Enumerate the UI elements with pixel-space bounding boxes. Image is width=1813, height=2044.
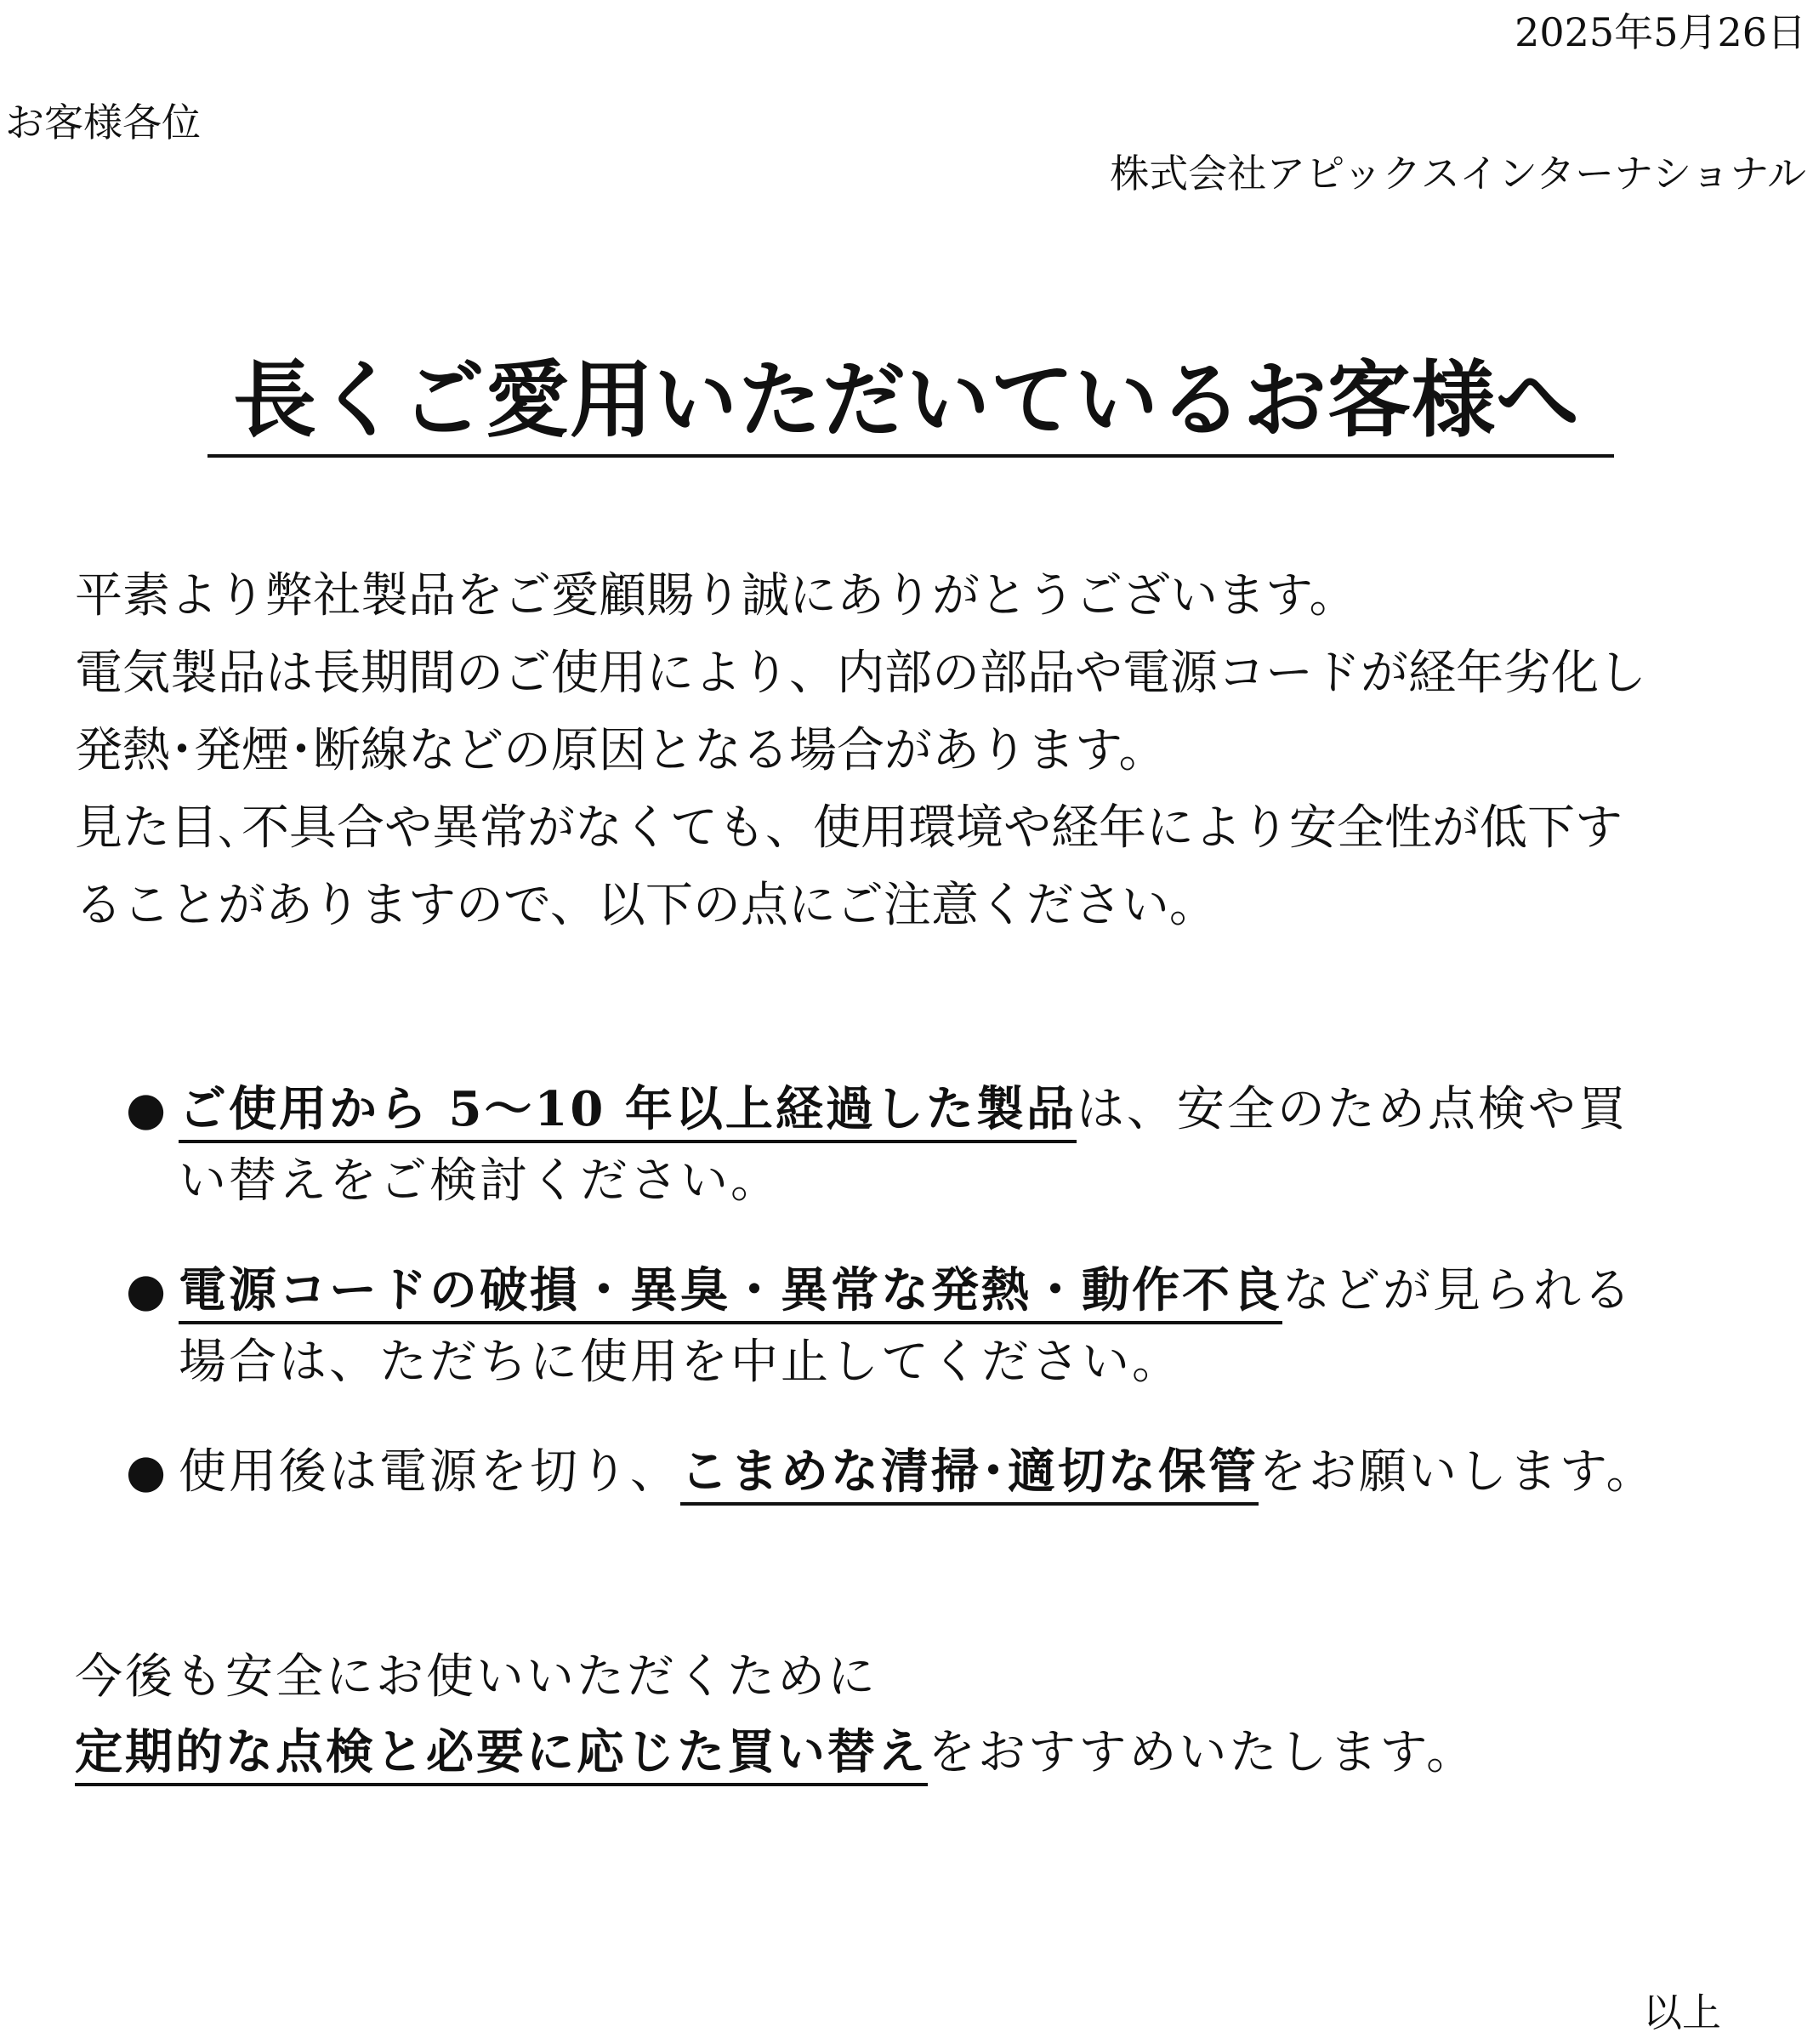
- document-title: 長くご愛用いただいているお客様へ: [232, 351, 1580, 449]
- closing-line: 今後も安全にお使いいただくために: [75, 1649, 878, 1705]
- intro-line: 電気製品は長期間のご使用により、内部の部品や電源コードが経年劣化し: [75, 646, 1646, 701]
- emphasis-text: 電源コードの破損・異臭・異常な発熱・動作不良: [179, 1262, 1282, 1324]
- intro-line: 発熱･発煙･断線などの原因となる場合があります。: [75, 723, 1167, 778]
- notice-item-replacement: [126, 1073, 1657, 1217]
- company-name: 株式会社アピックスインターナショナル: [1110, 151, 1806, 196]
- notice-text: 使用後は電源を切り、: [179, 1444, 680, 1500]
- notice-text: をお願いします。: [1259, 1444, 1657, 1500]
- intro-line: ることがありますので、以下の点にご注意ください。: [75, 878, 1217, 933]
- notice-text: は、安全のため点検や買: [1076, 1082, 1628, 1137]
- notice-list: [126, 1073, 1657, 1546]
- bullet-marker: ●: [126, 1082, 169, 1136]
- closing-paragraph: [75, 1640, 1476, 1791]
- end-mark: 以上: [1643, 1990, 1721, 2035]
- closing-text: をおすすめいたします。: [928, 1725, 1477, 1780]
- notice-line: い替えをご検討ください。: [179, 1153, 781, 1209]
- notice-line: [179, 1436, 1657, 1508]
- title-underline: [207, 454, 1614, 458]
- notice-line: [179, 1073, 1657, 1146]
- closing-line: [75, 1715, 1476, 1791]
- bullet-marker: ●: [126, 1263, 169, 1317]
- notice-text: などが見られる: [1282, 1263, 1634, 1318]
- intro-paragraph: [75, 557, 1646, 944]
- emphasis-text: 定期的な点検と必要に応じた買い替え: [75, 1724, 928, 1786]
- notice-line: 場合は、ただちに使用を中止してください。: [179, 1335, 1182, 1390]
- recipient-salutation: お客様各位: [5, 100, 201, 145]
- notice-item-maintenance: [126, 1436, 1657, 1508]
- document-date: 2025年5月26日: [1515, 9, 1806, 55]
- notice-line: [179, 1255, 1657, 1327]
- emphasis-text: ご使用から 5～10 年以上経過した製品: [179, 1081, 1077, 1143]
- intro-line: 平素より弊社製品をご愛顧賜り誠にありがとうございます。: [75, 568, 1357, 623]
- intro-line: 見た目､不具合や異常がなくても、使用環境や経年により安全性が低下す: [75, 800, 1623, 856]
- bullet-marker: ●: [126, 1444, 169, 1498]
- notice-item-stop-use: [126, 1255, 1657, 1398]
- emphasis-text: こまめな清掃･適切な保管: [680, 1443, 1259, 1506]
